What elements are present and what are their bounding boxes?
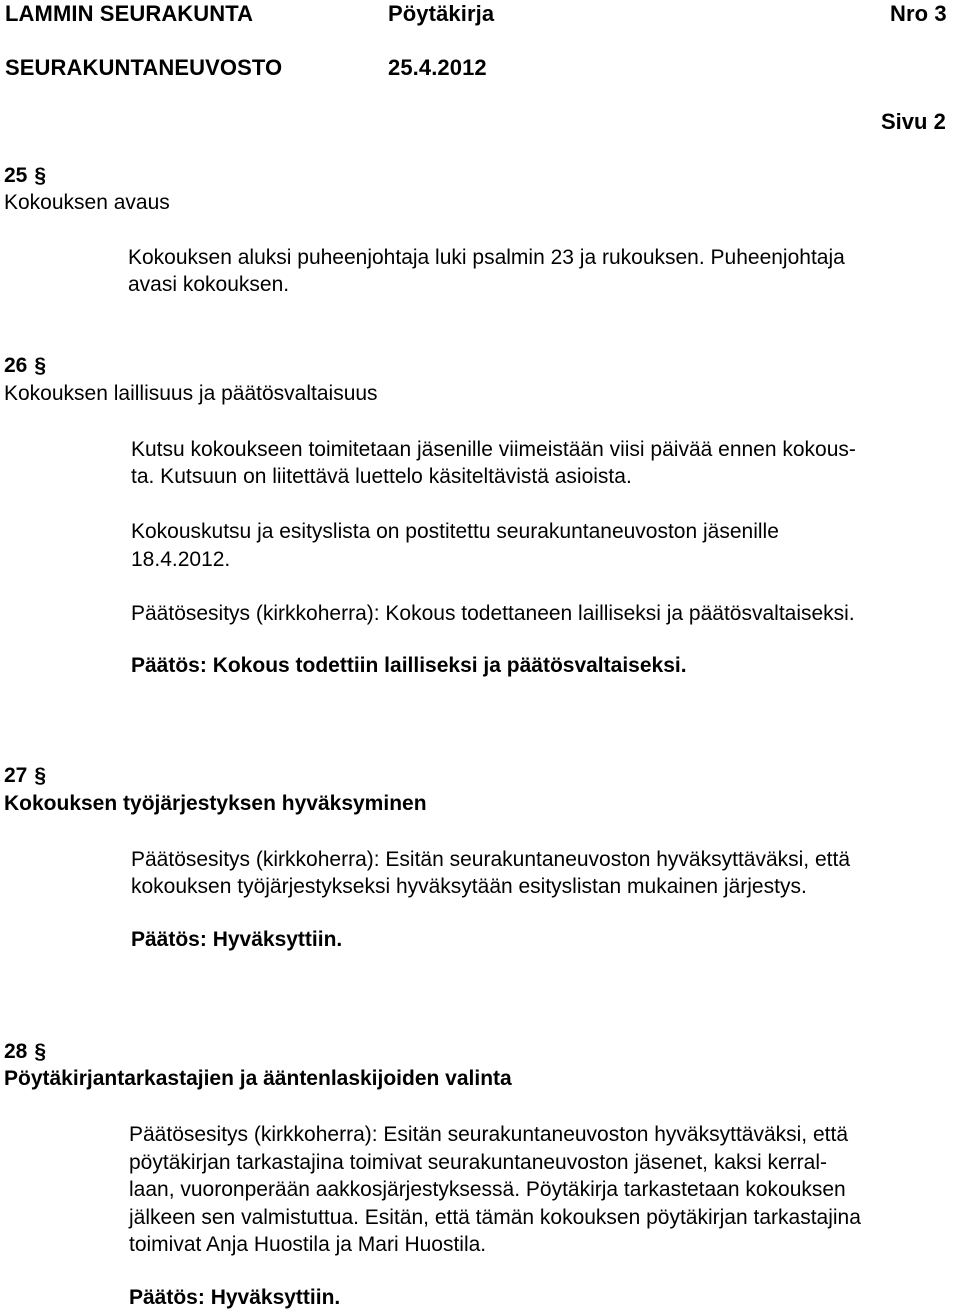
section-number: 27 § [4,764,47,787]
page-number: Sivu 2 [881,109,946,134]
section-mark: § [34,1040,47,1063]
header-org: LAMMIN SEURAKUNTA [5,1,254,26]
decision: Päätös: Kokous todettiin lailliseksi ja päätösvaltaiseksi. [131,654,687,677]
section-title: Pöytäkirjantarkastajien ja ääntenlaskijoiden valinta [4,1067,512,1090]
body-line: Päätösesitys (kirkkoherra): Esitän seurakuntaneuvoston hyväksyttäväksi, että [129,1123,849,1146]
section-title: Kokouksen laillisuus ja päätösvaltaisuus [4,382,378,405]
header-date: 25.4.2012 [388,55,487,80]
header-doc-type: Pöytäkirja [388,1,495,26]
section-title: Kokouksen avaus [4,191,170,214]
body-line: 18.4.2012. [131,548,231,571]
body-line: avasi kokouksen. [128,273,290,296]
body-line: jälkeen sen valmistuttua. Esitän, että tämän kokouksen pöytäkirjan tarkastajina [129,1206,861,1229]
section-number: 26 § [4,354,47,377]
body-line: kokouksen työjärjestykseksi hyväksytään esityslistan mukainen järjestys. [131,875,807,898]
body-line: Kutsu kokoukseen toimitetaan jäsenille viimeistään viisi päivää ennen kokous- [131,438,856,461]
decision: Päätös: Hyväksyttiin. [131,928,343,951]
section-number: 25 § [4,164,47,187]
body-line: pöytäkirjan tarkastajina toimivat seurakuntaneuvoston jäsenet, kaksi kerral- [129,1151,828,1174]
section-mark: § [34,764,47,787]
header-body: SEURAKUNTANEUVOSTO [5,55,283,80]
section-mark: § [34,164,47,187]
body-line: Kokouskutsu ja esityslista on postitettu seurakuntaneuvoston jäsenille [131,520,779,543]
body-line: toimivat Anja Huostila ja Mari Huostila. [129,1233,487,1256]
body-line: Päätösesitys (kirkkoherra): Kokous todettaneen lailliseksi ja päätösvaltaiseksi. [131,602,855,625]
body-line: Päätösesitys (kirkkoherra): Esitän seurakuntaneuvoston hyväksyttäväksi, että [131,848,851,871]
body-line: ta. Kutsuun on liitettävä luettelo käsiteltävistä asioista. [131,465,632,488]
body-line: laan, vuoronperään aakkosjärjestyksessä. Pöytäkirja tarkastetaan kokouksen [129,1178,846,1201]
section-number: 28 § [4,1040,47,1063]
decision: Päätös: Hyväksyttiin. [129,1286,341,1309]
header-number: Nro 3 [890,1,947,26]
body-line: Kokouksen aluksi puheenjohtaja luki psalmin 23 ja rukouksen. Puheenjohtaja [128,246,845,269]
section-title: Kokouksen työjärjestyksen hyväksyminen [4,792,427,815]
section-mark: § [34,354,47,377]
